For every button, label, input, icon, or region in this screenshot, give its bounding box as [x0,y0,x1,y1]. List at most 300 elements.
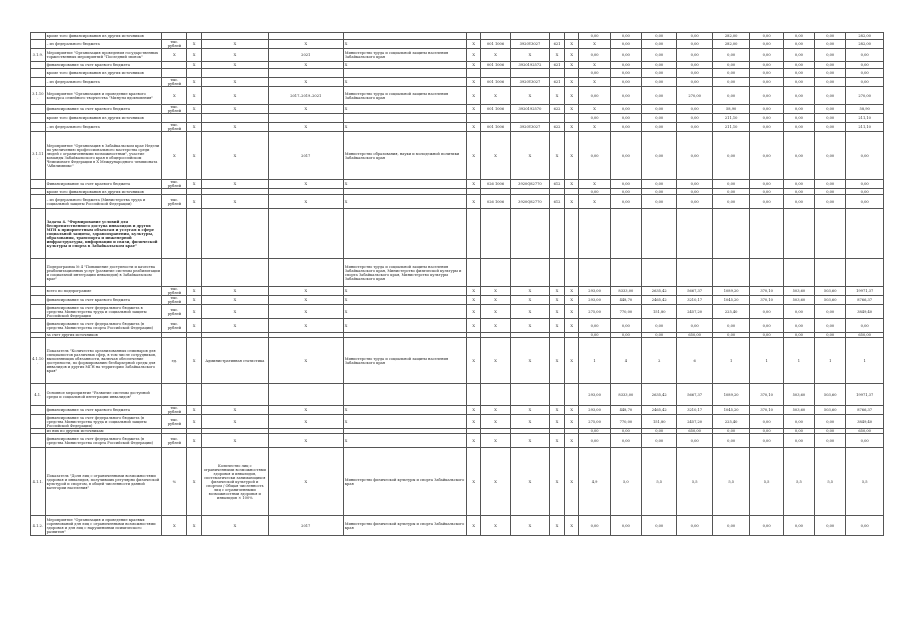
cell-year-value: 1089,20 [712,384,750,406]
cell-year-value: 293,00 [579,287,610,296]
cell-d: X [343,305,466,319]
cell-year-value: 0,00 [815,78,846,87]
cell-g: 3920Y3027 [510,123,550,132]
cell-e: X [466,406,481,415]
cell-i: X [564,123,579,132]
cell-a [187,384,202,406]
cell-name: кроме того финансирования из других источников [45,69,162,78]
cell-e: X [466,319,481,333]
cell-d: X [343,296,466,305]
cell-year-value: 0,00 [783,333,814,338]
cell-year-value: 0,00 [815,180,846,189]
cell-c: X [268,296,343,305]
cell-a: X [187,406,202,415]
cell-year-value: 0,00 [846,189,884,195]
cell-year-value [579,209,610,259]
cell-e: X [466,434,481,448]
cell-d [343,69,466,78]
cell-num [31,415,46,429]
cell-c: X [268,406,343,415]
cell-g: X [510,406,550,415]
cell-d [343,209,466,259]
cell-i: X [564,406,579,415]
cell-unit: тыс. рублей [162,78,187,87]
cell-year-value: 0,00 [610,78,641,87]
cell-c: X [268,105,343,114]
cell-a [187,114,202,123]
cell-year-value: 770,00 [610,305,641,319]
cell-g: X [510,305,550,319]
table-row [31,259,884,287]
cell-year-value: 0,00 [712,78,750,87]
cell-d: X [343,406,466,415]
cell-c: X [268,305,343,319]
cell-e: X [466,105,481,114]
cell-year-value: 0,00 [579,429,610,434]
cell-g: 3920Q82770 [510,180,550,189]
cell-b: X [201,132,268,180]
cell-i: X [564,40,579,49]
cell-unit: тыс. рублей [162,415,187,429]
cell-year-value: 293,00 [579,296,610,305]
cell-g: 3920192570 [510,105,550,114]
cell-b: X [201,62,268,69]
cell-i [564,114,579,123]
cell-e: X [466,338,481,384]
cell-g [510,209,550,259]
cell-name: финансирование за счет краевого бюджета [45,406,162,415]
cell-year-value: 0,00 [677,189,712,195]
cell-year-value: 0,00 [610,189,641,195]
cell-year-value: 0,00 [579,33,610,40]
cell-year-value: 0,00 [815,114,846,123]
cell-a: X [187,180,202,189]
cell-year-value: 0,00 [750,62,783,69]
cell-year-value: 0,00 [579,114,610,123]
cell-year-value: 0,00 [783,62,814,69]
cell-unit [162,33,187,40]
cell-year-value: 0,00 [642,114,677,123]
cell-num [31,62,46,69]
cell-unit [162,69,187,78]
cell-year-value: 8766,37 [846,296,884,305]
cell-year-value: 0,00 [610,180,641,189]
cell-name: Мероприятие "Организация и проведение краевого конкурса семейного творчества "Минуты вдохновения" [45,87,162,105]
cell-year-value: 650,00 [846,429,884,434]
cell-i [564,33,579,40]
cell-num: 3.1.9. [31,49,46,62]
cell-year-value: 2465,42 [642,406,677,415]
cell-year-value: 650,00 [677,429,712,434]
cell-c [268,259,343,287]
cell-year-value: 0,00 [783,87,814,105]
cell-a [187,69,202,78]
cell-year-value: 0,00 [846,516,884,536]
cell-b: X [201,87,268,105]
cell-f: X [481,87,510,105]
cell-i: X [564,78,579,87]
cell-num [31,114,46,123]
cell-b: X [201,40,268,49]
cell-g: X [510,448,550,516]
cell-d: Министерство труда и социальной защиты населения Забайкальского края, Министерство физической культуры и спорта Забайкальского края, Министерство культуры Забайкальского края [343,259,466,287]
cell-year-value: 270,00 [677,87,712,105]
cell-year-value: 0,00 [642,434,677,448]
cell-year-value [677,209,712,259]
cell-year-value: 0,00 [783,305,814,319]
cell-year-value: 0,00 [677,516,712,536]
cell-year-value: 0,00 [610,114,641,123]
cell-g [510,33,550,40]
cell-year-value: 0,00 [677,123,712,132]
cell-year-value: 1 [579,338,610,384]
cell-c: X [268,415,343,429]
cell-h: X [550,49,565,62]
cell-a: X [187,305,202,319]
cell-year-value: 0,00 [750,305,783,319]
cell-year-value: 0,00 [610,105,641,114]
table-row [31,516,884,536]
cell-unit: X [162,87,187,105]
cell-g: X [510,49,550,62]
cell-e: X [466,62,481,69]
cell-year-value: 0,00 [677,62,712,69]
cell-name: всего по подпрограмме [45,287,162,296]
cell-year-value: 0,00 [712,434,750,448]
cell-year-value: 0,00 [815,189,846,195]
cell-a: X [187,105,202,114]
cell-h: 612 [550,180,565,189]
cell-h: 621 [550,40,565,49]
cell-year-value: 448,70 [610,296,641,305]
cell-year-value: 2 [642,338,677,384]
cell-i: X [564,180,579,189]
cell-h: X [550,448,565,516]
cell-g: X [510,287,550,296]
cell-h [550,114,565,123]
cell-year-value: 270,00 [846,87,884,105]
cell-f: X [481,287,510,296]
cell-e [466,33,481,40]
table-row [31,415,884,429]
cell-num [31,259,46,287]
cell-c: 2017 [268,516,343,536]
cell-year-value: 0,00 [642,429,677,434]
cell-year-value: 8333,00 [610,287,641,296]
cell-d: Министерство образования, науки и молодежной политики Забайкальского края [343,132,466,180]
cell-year-value: 0,00 [783,40,814,49]
cell-d: X [343,434,466,448]
cell-year-value [815,209,846,259]
cell-year-value: 1 [750,338,783,384]
cell-year-value: 2635,42 [642,287,677,296]
cell-c [268,209,343,259]
cell-a: X [187,40,202,49]
cell-year-value: 5,0 [610,448,641,516]
table-row [31,40,884,49]
cell-h: X [550,415,565,429]
cell-year-value: 0,00 [610,429,641,434]
cell-b: X [201,296,268,305]
cell-year-value: 0,00 [610,69,641,78]
cell-c [268,114,343,123]
cell-name: Финансирование за счет краевого бюджета [45,180,162,189]
cell-c: 2021 [268,49,343,62]
cell-year-value: 370,10 [750,296,783,305]
cell-year-value: 0,00 [677,69,712,78]
cell-name: Подпрограмма № 4 "Повышение доступности и качества реабилитационных услуг (развитие системы реабилитации и социальной интеграции инвалидов) в Забайкальском крае" [45,259,162,287]
cell-g [510,259,550,287]
cell-year-value: 0,00 [846,180,884,189]
cell-year-value: 0,00 [750,333,783,338]
cell-year-value: 0,00 [783,123,814,132]
cell-h [550,259,565,287]
cell-year-value: 0,00 [712,132,750,180]
cell-year-value: 0,00 [783,516,814,536]
cell-year-value: 0,00 [750,105,783,114]
cell-unit [162,384,187,406]
cell-a [187,259,202,287]
cell-year-value: 0,00 [815,516,846,536]
cell-g: X [510,338,550,384]
cell-c: X [268,434,343,448]
cell-year-value: 0,00 [815,40,846,49]
cell-i [564,69,579,78]
cell-b: Количество лиц с ограниченными возможностями здоровья и инвалидов, систематически занимающихся физической культурой и спортом / Общая численность лиц с ограниченными возможностями здоровья и инвалидов × 100% [201,448,268,516]
cell-b: X [201,78,268,87]
cell-f [481,259,510,287]
table-row [31,296,884,305]
cell-year-value: 0,00 [846,49,884,62]
cell-year-value: 0,00 [846,132,884,180]
cell-c: 2017–2019–2021 [268,87,343,105]
cell-year-value: 0,00 [610,132,641,180]
cell-b: X [201,516,268,536]
cell-year-value [610,209,641,259]
cell-year-value: 1045,20 [712,296,750,305]
cell-unit: % [162,448,187,516]
cell-year-value: 0,00 [677,78,712,87]
cell-d: X [343,415,466,429]
cell-year-value: 0,00 [642,49,677,62]
cell-b: X [201,415,268,429]
cell-d: X [343,40,466,49]
cell-h: 621 [550,78,565,87]
cell-d: X [343,287,466,296]
cell-year-value: 151,80 [642,305,677,319]
cell-year-value: 5,5 [815,448,846,516]
cell-year-value: 0,00 [815,333,846,338]
cell-i: X [564,448,579,516]
cell-year-value: 0,00 [677,434,712,448]
cell-year-value: 0,00 [642,132,677,180]
table-row [31,33,884,40]
cell-year-value: 19971,37 [846,384,884,406]
cell-g: 3920Y3027 [510,40,550,49]
cell-year-value: 6 [677,338,712,384]
cell-year-value: 0,00 [783,132,814,180]
cell-year-value: X [579,40,610,49]
cell-year-value: 0,00 [712,333,750,338]
cell-unit: тыс. рублей [162,195,187,209]
cell-a: X [187,296,202,305]
cell-a: X [187,123,202,132]
cell-year-value: 5,5 [846,448,884,516]
cell-f: 001 1006 [481,105,510,114]
table-row [31,287,884,296]
cell-h: X [550,319,565,333]
cell-year-value: 0,00 [712,87,750,105]
cell-year-value: 8333,00 [610,384,641,406]
cell-i: X [564,516,579,536]
table-row [31,87,884,105]
cell-name: Мероприятие "Организация в Забайкальском крае Недели по увеличению профессионального мастерства среди людей с ограниченными возможностями", участие команды Забайкальского края в общероссийском Чемпионате Федерации в X Международного чемпионата "Абилимпикс" [45,132,162,180]
cell-year-value: X [579,62,610,69]
table-row [31,49,884,62]
cell-num [31,305,46,319]
cell-year-value: 0,00 [815,434,846,448]
cell-d: X [343,105,466,114]
cell-unit: тыс. рублей [162,406,187,415]
cell-year-value: 0,00 [579,333,610,338]
cell-year-value: 282,00 [846,40,884,49]
cell-name: финансирование за счет федерального бюджета (в средства Министерства спорта Российской Федерации) [45,319,162,333]
cell-a: X [187,448,202,516]
cell-year-value: 211,10 [846,114,884,123]
cell-unit: тыс. рублей [162,287,187,296]
cell-i: X [564,132,579,180]
cell-year-value: 0,00 [642,33,677,40]
cell-g: X [510,434,550,448]
table-row [31,78,884,87]
cell-year-value: 0,00 [712,49,750,62]
cell-year-value: 0,00 [677,40,712,49]
cell-c [268,69,343,78]
cell-year-value: X [579,195,610,209]
cell-g [510,114,550,123]
cell-name: кроме того финансирования из других источников [45,114,162,123]
cell-c [268,33,343,40]
cell-num [31,434,46,448]
cell-year-value: 0,00 [750,33,783,40]
cell-b: X [201,180,268,189]
cell-num [31,40,46,49]
table-row [31,384,884,406]
cell-c: X [268,40,343,49]
cell-unit: тыс. рублей [162,296,187,305]
cell-c: X [268,448,343,516]
cell-year-value: 1 [815,338,846,384]
table-row [31,448,884,516]
cell-f [481,69,510,78]
cell-num: 4.1.2. [31,516,46,536]
cell-year-value: X [579,123,610,132]
cell-e: X [466,516,481,536]
cell-year-value [783,209,814,259]
cell-f [481,209,510,259]
cell-year-value: 0,00 [610,195,641,209]
cell-year-value: 0,00 [642,319,677,333]
cell-h: 612 [550,195,565,209]
table-row [31,319,884,333]
cell-year-value: 3210,17 [677,406,712,415]
cell-year-value [642,259,677,287]
cell-year-value: 3849,40 [846,415,884,429]
cell-g [510,69,550,78]
cell-year-value: 5667,37 [677,287,712,296]
cell-unit: тыс. рублей [162,319,187,333]
cell-f: 001 1006 [481,62,510,69]
cell-year-value: 0,00 [579,516,610,536]
cell-h: X [550,406,565,415]
cell-year-value: 0,00 [783,33,814,40]
cell-year-value: 1 [712,338,750,384]
cell-year-value: 503,60 [783,384,814,406]
cell-f [481,114,510,123]
cell-year-value: 0,00 [642,69,677,78]
cell-year-value: 650,00 [846,333,884,338]
cell-e: X [466,123,481,132]
cell-year-value: 0,00 [815,429,846,434]
cell-d: Министерство труда и социальной защиты населения Забайкальского края [343,338,466,384]
cell-b: X [201,105,268,114]
cell-num [31,69,46,78]
cell-year-value: 0,00 [610,319,641,333]
cell-num [31,78,46,87]
cell-year-value: 211,10 [846,123,884,132]
cell-year-value: 0,00 [783,415,814,429]
cell-unit: тыс. рублей [162,305,187,319]
cell-f: X [481,49,510,62]
cell-year-value: 0,00 [642,87,677,105]
cell-year-value: 0,00 [750,69,783,78]
cell-b [201,209,268,259]
cell-g: X [510,319,550,333]
cell-year-value: 5,5 [783,448,814,516]
cell-year-value: 0,00 [815,305,846,319]
cell-year-value: 58,90 [712,105,750,114]
cell-year-value: 0,00 [712,180,750,189]
cell-c: X [268,319,343,333]
cell-year-value: 0,00 [610,49,641,62]
cell-year-value: 0,00 [783,189,814,195]
cell-unit: тыс. рублей [162,40,187,49]
cell-c: X [268,195,343,209]
cell-year-value: 0,00 [783,114,814,123]
cell-year-value: 282,00 [712,33,750,40]
cell-year-value [642,209,677,259]
cell-year-value: 0,00 [846,62,884,69]
cell-num [31,296,46,305]
cell-f: X [481,338,510,384]
cell-c: X [268,62,343,69]
cell-year-value: 0,00 [712,62,750,69]
cell-year-value: X [579,105,610,114]
cell-year-value: 448,70 [610,406,641,415]
cell-f: X [481,319,510,333]
cell-year-value: 5,5 [642,448,677,516]
cell-year-value: 0,00 [579,49,610,62]
cell-f: X [481,296,510,305]
cell-unit: тыс. рублей [162,105,187,114]
cell-year-value: 0,00 [642,516,677,536]
cell-year-value [712,209,750,259]
cell-year-value: 2457,20 [677,415,712,429]
cell-e [466,209,481,259]
cell-year-value [677,259,712,287]
cell-num: 4.1. [31,384,46,406]
cell-year-value: 0,00 [579,132,610,180]
